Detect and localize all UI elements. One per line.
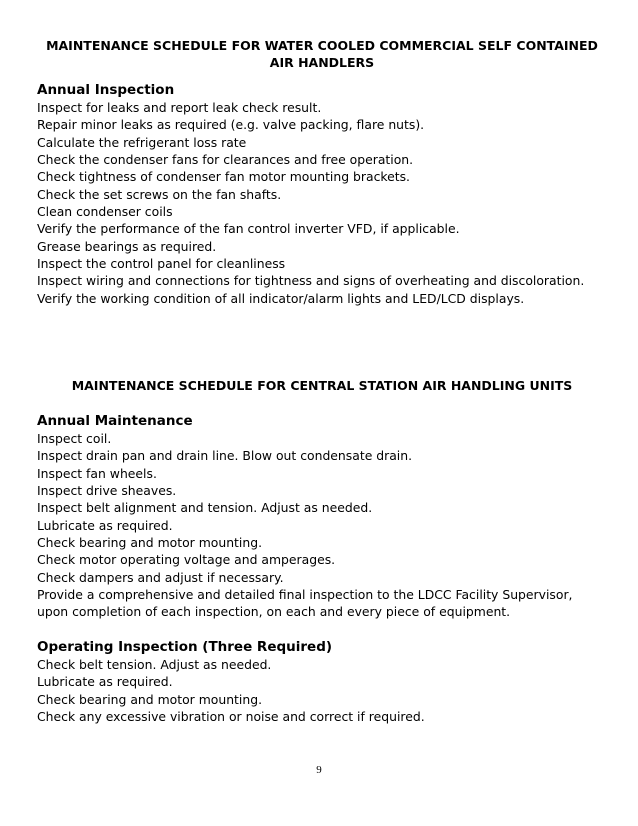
list-item: Repair minor leaks as required (e.g. valve packing, flare nuts). xyxy=(37,117,425,133)
annual-inspection-list xyxy=(37,99,607,307)
list-item: Verify the working condition of all indicator/alarm lights and LED/LCD displays. xyxy=(37,290,525,306)
list-item: Inspect belt alignment and tension. Adjust as needed. xyxy=(37,500,373,516)
list-item: Inspect drain pan and drain line. Blow out condensate drain. xyxy=(37,448,413,464)
list-item: Check the condenser fans for clearances and free operation. xyxy=(37,152,414,168)
list-item: Inspect drive sheaves. xyxy=(37,483,177,499)
list-item: Check motor operating voltage and amperages. xyxy=(37,552,336,568)
list-item: Inspect fan wheels. xyxy=(37,465,157,481)
list-item: Check dampers and adjust if necessary. xyxy=(37,569,284,585)
subsection-heading-operating-inspection: Operating Inspection (Three Required) xyxy=(37,639,333,655)
operating-inspection-list xyxy=(37,656,607,725)
subsection-heading-annual-inspection: Annual Inspection xyxy=(37,82,175,98)
list-item: Check bearing and motor mounting. xyxy=(37,535,263,551)
subsection-heading-annual-maintenance: Annual Maintenance xyxy=(37,413,193,429)
page-number: 9 xyxy=(316,764,322,776)
operating-inspection-section xyxy=(37,639,607,725)
list-item: Inspect for leaks and report leak check result. xyxy=(37,100,322,115)
list-item: Lubricate as required. xyxy=(37,517,173,533)
list-item: Inspect coil. xyxy=(37,431,112,446)
list-item: Verify the performance of the fan control inverter VFD, if applicable. xyxy=(37,221,460,237)
list-item: Check belt tension. Adjust as needed. xyxy=(37,657,272,672)
list-item: Provide a comprehensive and detailed final inspection to the LDCC Facility Supervisor, upon completion of each inspection, on each and every piece of equipment. xyxy=(37,587,573,620)
list-item: Inspect the control panel for cleanliness xyxy=(37,256,286,272)
list-item: Check any excessive vibration or noise and correct if required. xyxy=(37,709,425,725)
list-item: Grease bearings as required. xyxy=(37,238,217,254)
annual-inspection-section xyxy=(37,82,607,307)
annual-maintenance-list xyxy=(37,430,607,621)
list-item: Check bearing and motor mounting. xyxy=(37,691,263,707)
list-item: Lubricate as required. xyxy=(37,674,173,690)
annual-maintenance-section xyxy=(37,413,607,621)
list-item: Clean condenser coils xyxy=(37,204,173,220)
section-title-central-station-air-handling-units: MAINTENANCE SCHEDULE FOR CENTRAL STATION AIR HANDLING UNITS xyxy=(71,378,573,393)
list-item: Inspect wiring and connections for tightness and signs of overheating and discoloration. xyxy=(37,273,585,289)
list-item: Calculate the refrigerant loss rate xyxy=(37,134,247,150)
list-item: Check tightness of condenser fan motor mounting brackets. xyxy=(37,169,410,185)
section-title-self-contained-air-handlers: MAINTENANCE SCHEDULE FOR WATER COOLED COMMERCIAL SELF CONTAINED AIR HANDLERS xyxy=(46,38,598,70)
list-item: Check the set screws on the fan shafts. xyxy=(37,186,282,202)
